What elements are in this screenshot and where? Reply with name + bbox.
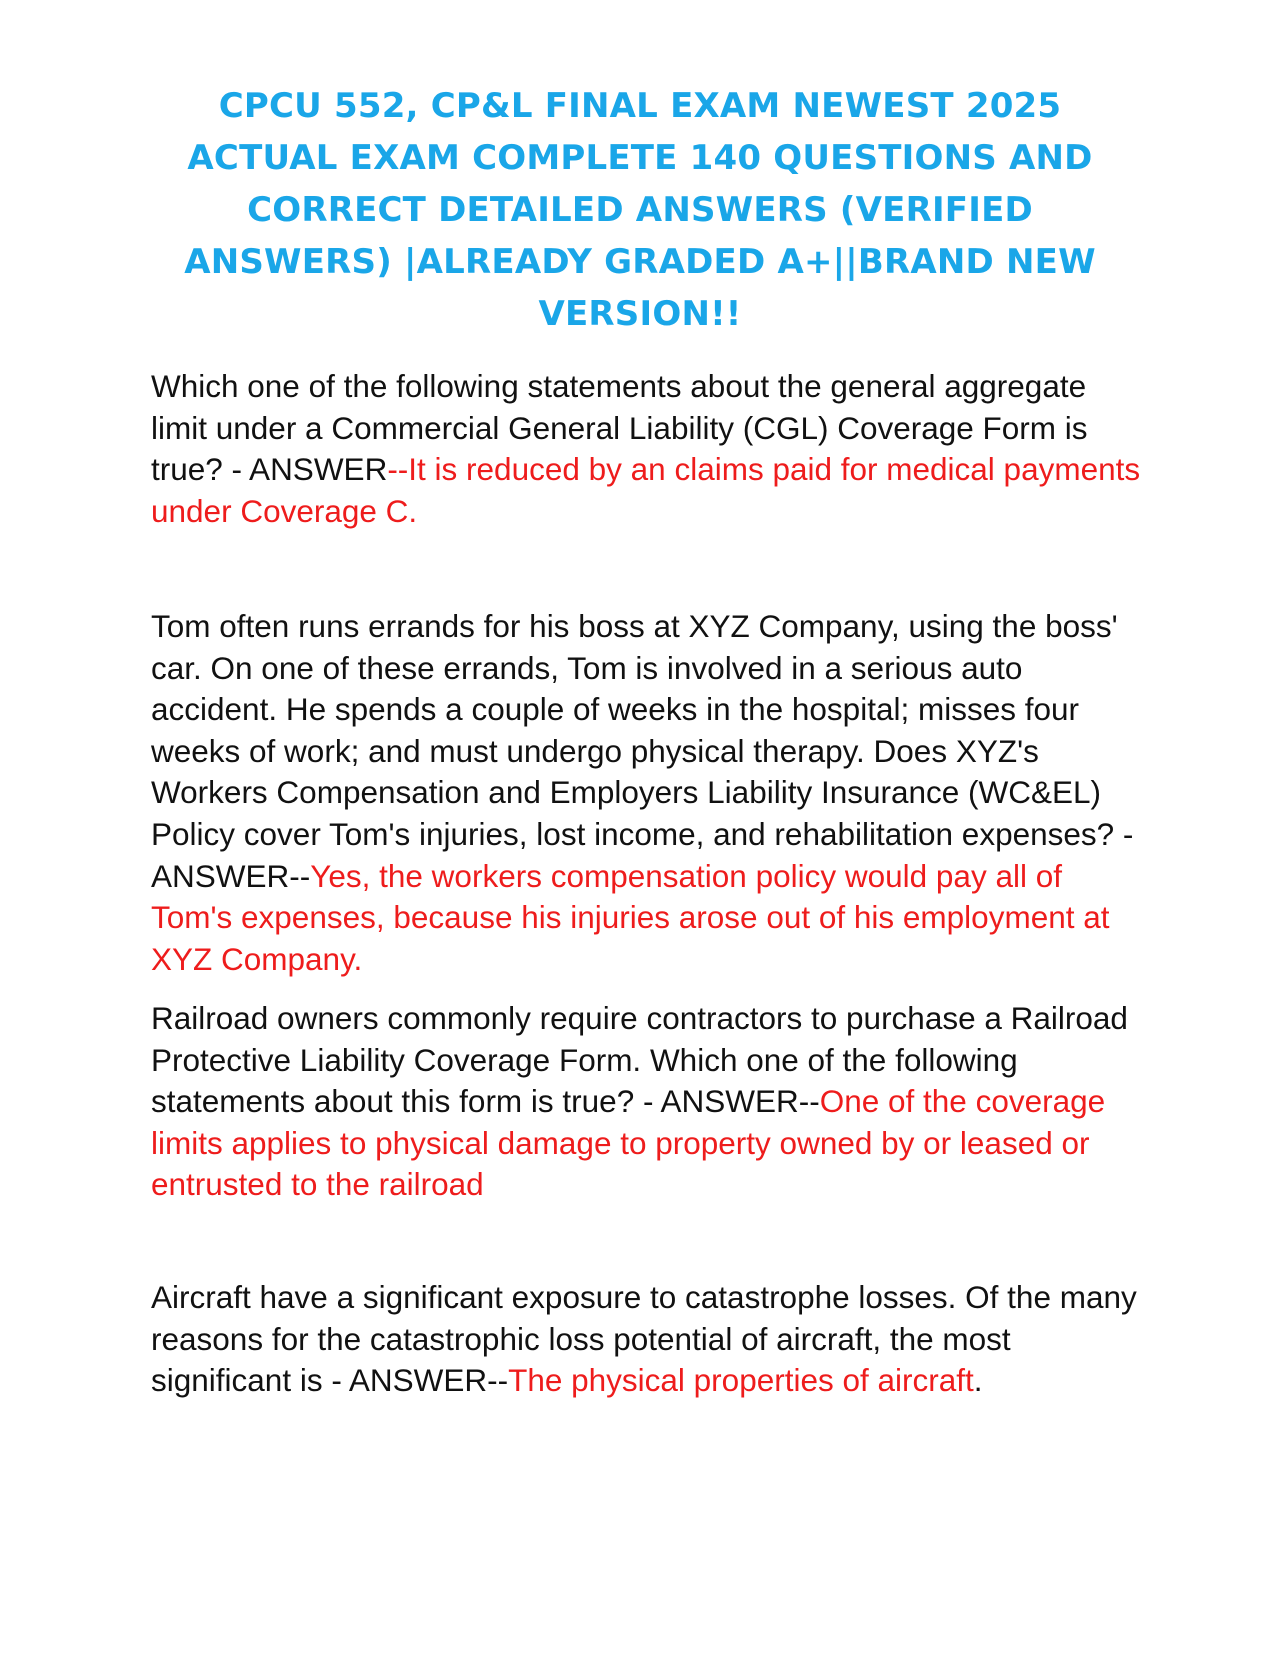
question-item [151,1277,1141,1402]
answer-text: The physical properties of aircraft [508,1362,974,1399]
question-text: Tom often runs errands for his boss at XYZ Company, using the boss' car. On one of these errands, Tom is involved in a serious auto accident. He spends a couple of weeks in the hospital; misses four weeks of work; and must undergo physical therapy. Does XYZ's Workers Compensation and Employers Liability Insurance (WC&EL) Policy cover Tom's injuries, lost income, and rehabilitation expenses? - ANSWER-- [151,608,1134,894]
question-text: Aircraft have a significant exposure to catastrophe losses. Of the many reasons for the catastrophic loss potential of aircraft, the most significant is - ANSWER-- [151,1279,1137,1399]
document-title: CPCU 552, CP&L FINAL EXAM NEWEST 2025 ACTUAL EXAM COMPLETE 140 QUESTIONS AND CORRECT DETAILED ANSWERS (VERIFIED ANSWERS) |ALREADY GRADED A+||BRAND NEW VERSION!! [184,86,1096,334]
answer-trailing-text: . [973,1362,983,1399]
question-item [151,998,1141,1206]
question-item [151,606,1141,980]
question-item [151,366,1141,532]
answer-text: One of the coverage limits applies to physical damage to property owned by or leased or entrusted to the railroad [151,1083,1106,1203]
answer-text: --It is reduced by an claims paid for medical payments under Coverage C. [151,451,1141,529]
question-text: Which one of the following statements about the general aggregate limit under a Commercial General Liability (CGL) Coverage Form is true? - ANSWER [151,368,1088,488]
question-text: Railroad owners commonly require contractors to purchase a Railroad Protective Liability Coverage Form. Which one of the following statements about this form is true? - ANSWER-- [151,1000,1128,1120]
answer-text: Yes, the workers compensation policy would pay all of Tom's expenses, because his injuries arose out of his employment at XYZ Company. [151,857,1110,977]
